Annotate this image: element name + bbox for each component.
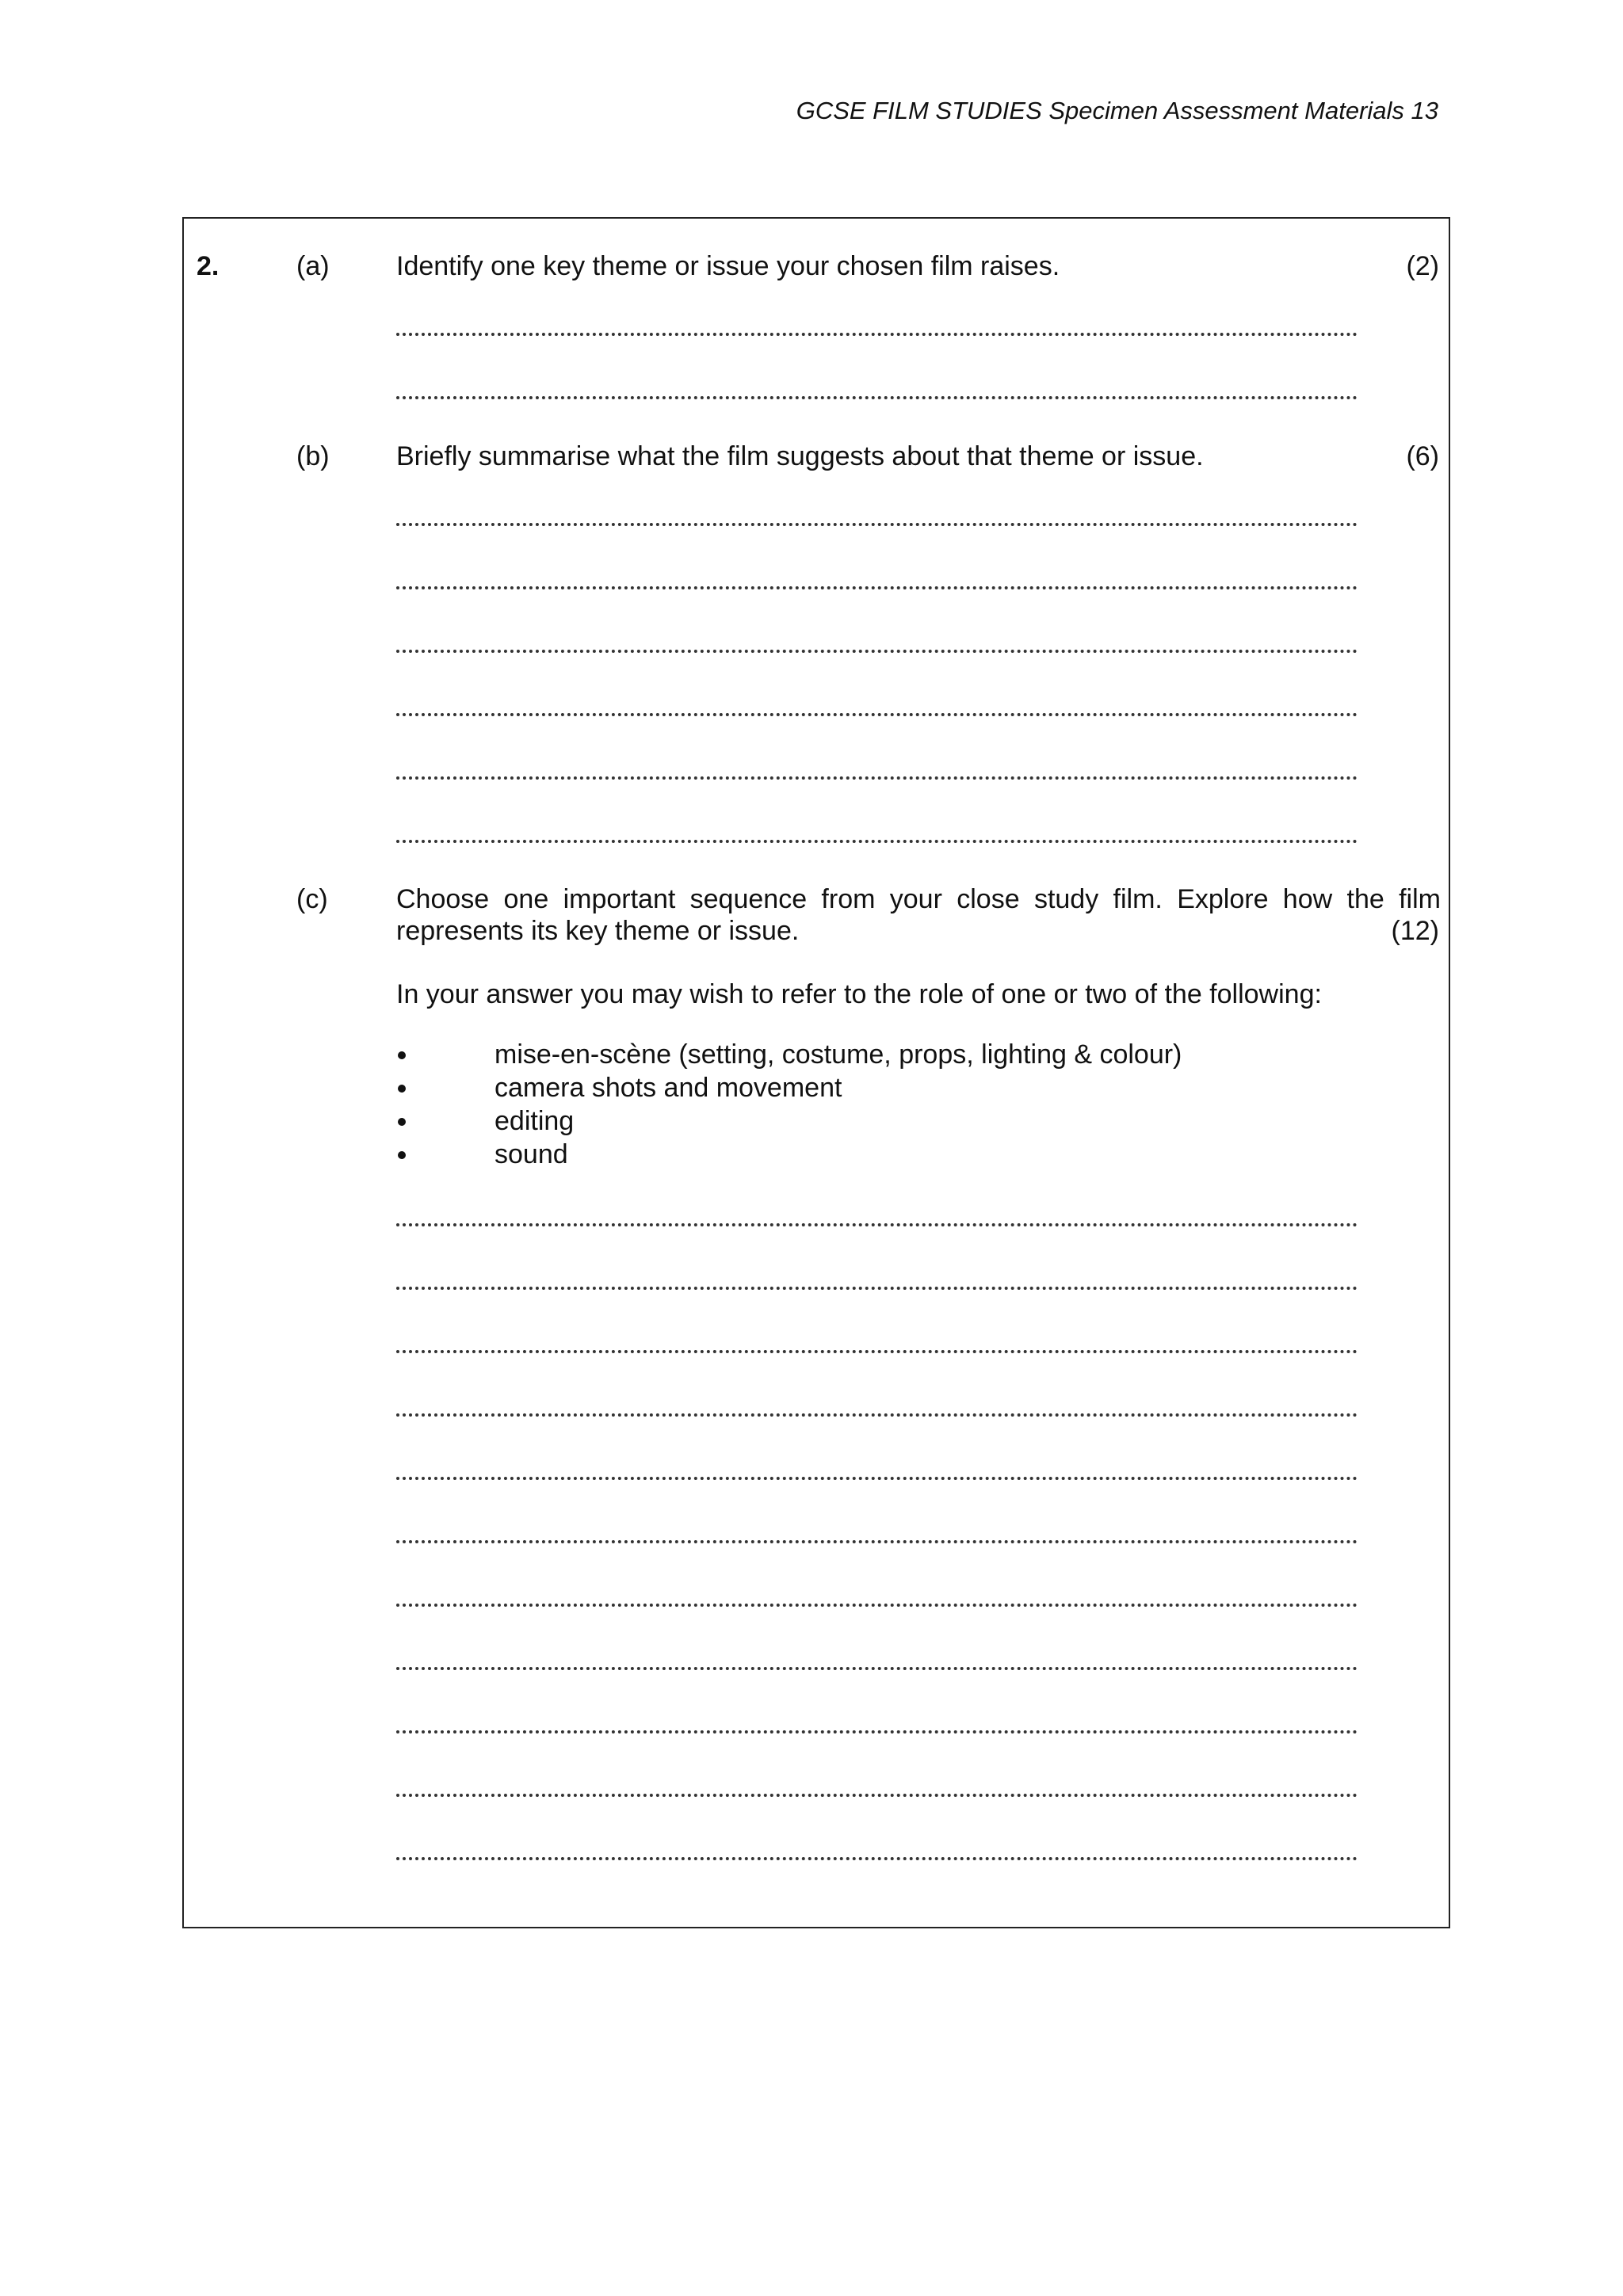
part-b-question: Briefly summarise what the film suggests about that theme or issue.: [396, 441, 1204, 471]
bullet-icon: [398, 1118, 406, 1126]
answer-line-c-1[interactable]: [396, 1223, 1358, 1226]
answer-line-b-2[interactable]: [396, 586, 1358, 589]
part-c-marks: (12): [1391, 916, 1439, 946]
answer-line-a-1[interactable]: [396, 333, 1358, 336]
part-b-marks: (6): [1406, 441, 1439, 471]
list-item: mise-en-scène (setting, costume, props, lighting & colour): [396, 1038, 1182, 1071]
answer-line-c-6[interactable]: [396, 1540, 1358, 1543]
answer-line-b-4[interactable]: [396, 713, 1358, 716]
list-item: sound: [396, 1138, 1182, 1171]
answer-line-c-5[interactable]: [396, 1477, 1358, 1480]
answer-line-b-3[interactable]: [396, 650, 1358, 653]
bullet-icon: [398, 1051, 406, 1059]
part-a-label: (a): [296, 251, 330, 281]
answer-line-b-6[interactable]: [396, 840, 1358, 843]
page-header: GCSE FILM STUDIES Specimen Assessment Materials 13: [796, 97, 1438, 124]
answer-line-c-7[interactable]: [396, 1604, 1358, 1607]
part-a-marks: (2): [1406, 251, 1439, 281]
answer-line-c-3[interactable]: [396, 1350, 1358, 1353]
list-item: camera shots and movement: [396, 1071, 1182, 1104]
bullet-icon: [398, 1151, 406, 1159]
part-b-label: (b): [296, 441, 330, 471]
prompt-bullet-list: [396, 1038, 1182, 1171]
part-c-question-line-1: Choose one important sequence from your close study film. Explore how the film: [396, 884, 1441, 914]
list-item: editing: [396, 1104, 1182, 1138]
part-c-question-line-2: represents its key theme or issue.: [396, 916, 800, 946]
answer-line-c-10[interactable]: [396, 1794, 1358, 1797]
bullet-icon: [398, 1085, 406, 1093]
part-c-label: (c): [296, 884, 328, 914]
answer-line-c-8[interactable]: [396, 1667, 1358, 1670]
answer-line-c-2[interactable]: [396, 1287, 1358, 1290]
answer-line-a-2[interactable]: [396, 396, 1358, 399]
answer-line-c-11[interactable]: [396, 1857, 1358, 1860]
answer-line-c-9[interactable]: [396, 1730, 1358, 1733]
question-number: 2.: [197, 251, 220, 281]
answer-line-b-1[interactable]: [396, 523, 1358, 526]
part-c-instruction: In your answer you may wish to refer to the role of one or two of the following:: [396, 979, 1322, 1009]
answer-line-b-5[interactable]: [396, 776, 1358, 780]
part-a-question: Identify one key theme or issue your chosen film raises.: [396, 251, 1060, 281]
answer-line-c-4[interactable]: [396, 1413, 1358, 1417]
